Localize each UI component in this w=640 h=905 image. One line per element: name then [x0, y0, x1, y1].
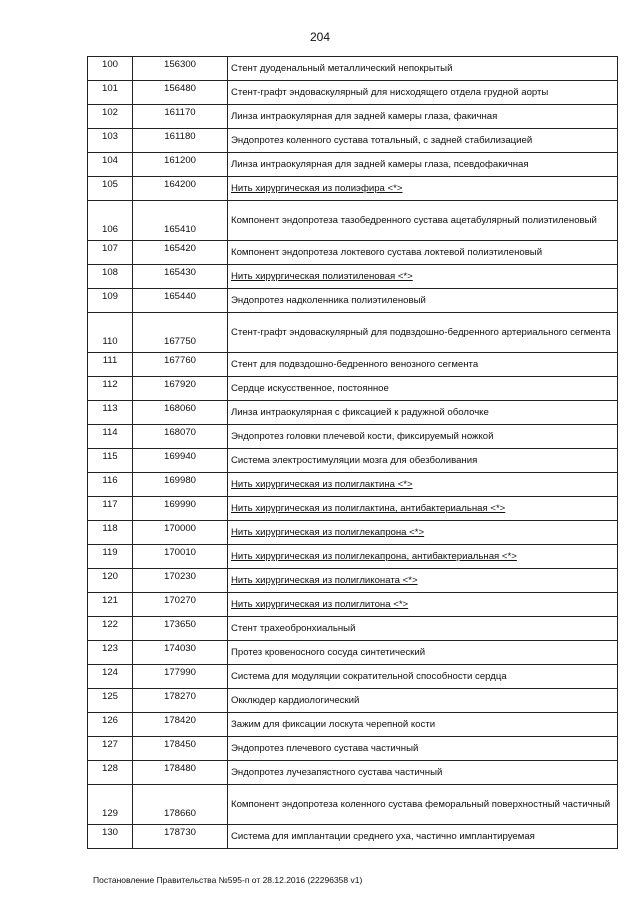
- table-row: [88, 449, 618, 473]
- row-number-cell: 126: [88, 713, 133, 737]
- item-name: Нить хирургическая из полиглактина, антибактериальная <*>: [231, 503, 506, 514]
- table-row: [88, 81, 618, 105]
- row-number-cell: 125: [88, 689, 133, 713]
- table-row: [88, 737, 618, 761]
- item-name: Компонент эндопротеза коленного сустава феморальный поверхностный частичный: [231, 799, 611, 810]
- table-row: [88, 713, 618, 737]
- code-cell: 168070: [133, 425, 228, 449]
- item-name-cell: [228, 521, 618, 545]
- item-name: Эндопротез головки плечевой кости, фиксируемый ножкой: [231, 431, 494, 442]
- table-row: [88, 761, 618, 785]
- row-number-cell: 114: [88, 425, 133, 449]
- item-name-cell: [228, 713, 618, 737]
- row-number-cell: 112: [88, 377, 133, 401]
- item-name-cell: [228, 617, 618, 641]
- row-number-cell: 110: [88, 313, 133, 353]
- table-row: [88, 497, 618, 521]
- item-name: Линза интраокулярная для задней камеры глаза, факичная: [231, 111, 498, 122]
- page-number: 204: [309, 30, 331, 44]
- code-cell: 168060: [133, 401, 228, 425]
- item-name: Эндопротез надколенника полиэтиленовый: [231, 295, 426, 306]
- registry-table-body: [88, 57, 618, 849]
- item-name: Зажим для фиксации лоскута черепной кости: [231, 719, 436, 730]
- item-name-cell: [228, 737, 618, 761]
- table-row: [88, 177, 618, 201]
- code-cell: 170010: [133, 545, 228, 569]
- row-number-cell: 118: [88, 521, 133, 545]
- item-name-cell: [228, 473, 618, 497]
- item-name-cell: [228, 425, 618, 449]
- code-cell: 156300: [133, 57, 228, 81]
- item-name-cell: [228, 497, 618, 521]
- item-name: Компонент эндопротеза локтевого сустава локтевой полиэтиленовый: [231, 247, 543, 258]
- item-name-cell: [228, 825, 618, 849]
- item-name-cell: [228, 265, 618, 289]
- row-number-cell: 122: [88, 617, 133, 641]
- table-row: [88, 265, 618, 289]
- item-name: Линза интраокулярная для задней камеры глаза, псевдофакичная: [231, 159, 529, 170]
- code-cell: 156480: [133, 81, 228, 105]
- row-number-cell: 100: [88, 57, 133, 81]
- table-row: [88, 569, 618, 593]
- code-cell: 165430: [133, 265, 228, 289]
- row-number-cell: 104: [88, 153, 133, 177]
- item-name-cell: [228, 177, 618, 201]
- table-row: [88, 665, 618, 689]
- item-name: Эндопротез лучезапястного сустава частичный: [231, 767, 443, 778]
- code-cell: 178730: [133, 825, 228, 849]
- table-row: [88, 521, 618, 545]
- item-name: Протез кровеносного сосуда синтетический: [231, 647, 426, 658]
- item-name-cell: [228, 401, 618, 425]
- item-name-cell: [228, 105, 618, 129]
- item-name-cell: [228, 313, 618, 353]
- code-cell: 170000: [133, 521, 228, 545]
- code-cell: 178450: [133, 737, 228, 761]
- item-name-cell: [228, 593, 618, 617]
- row-number-cell: 105: [88, 177, 133, 201]
- code-cell: 169980: [133, 473, 228, 497]
- item-name-cell: [228, 569, 618, 593]
- code-cell: 174030: [133, 641, 228, 665]
- row-number-cell: 130: [88, 825, 133, 849]
- row-number-cell: 108: [88, 265, 133, 289]
- code-cell: 178270: [133, 689, 228, 713]
- item-name-cell: [228, 353, 618, 377]
- page-footer: Постановление Правительства №595-п от 28.12.2016 (22296358 v1): [93, 875, 363, 885]
- row-number-cell: 120: [88, 569, 133, 593]
- item-name: Стент-графт эндоваскулярный для подвздошно-бедренного артериального сегмента: [231, 327, 611, 338]
- item-name: Стент для подвздошно-бедренного венозного сегмента: [231, 359, 479, 370]
- row-number-cell: 119: [88, 545, 133, 569]
- table-row: [88, 129, 618, 153]
- item-name: Эндопротез коленного сустава тотальный, с задней стабилизацией: [231, 135, 533, 146]
- row-number-cell: 115: [88, 449, 133, 473]
- item-name-cell: [228, 241, 618, 265]
- row-number-cell: 101: [88, 81, 133, 105]
- item-name: Нить хирургическая из полиэфира <*>: [231, 183, 403, 194]
- row-number-cell: 111: [88, 353, 133, 377]
- code-cell: 177990: [133, 665, 228, 689]
- item-name: Окклюдер кардиологический: [231, 695, 360, 706]
- code-cell: 161170: [133, 105, 228, 129]
- row-number-cell: 113: [88, 401, 133, 425]
- code-cell: 167760: [133, 353, 228, 377]
- item-name-cell: [228, 129, 618, 153]
- item-name-cell: [228, 665, 618, 689]
- item-name: Нить хирургическая из полигликоната <*>: [231, 575, 418, 586]
- code-cell: 169940: [133, 449, 228, 473]
- row-number-cell: 127: [88, 737, 133, 761]
- row-number-cell: 107: [88, 241, 133, 265]
- row-number-cell: 129: [88, 785, 133, 825]
- code-cell: 161180: [133, 129, 228, 153]
- code-cell: 170270: [133, 593, 228, 617]
- item-name: Нить хирургическая из полиглекапрона, антибактериальная <*>: [231, 551, 517, 562]
- table-row: [88, 377, 618, 401]
- code-cell: 170230: [133, 569, 228, 593]
- registry-table: [87, 56, 618, 849]
- item-name-cell: [228, 689, 618, 713]
- table-row: [88, 201, 618, 241]
- table-row: [88, 641, 618, 665]
- table-row: [88, 241, 618, 265]
- table-row: [88, 105, 618, 129]
- item-name-cell: [228, 449, 618, 473]
- item-name: Система электростимуляции мозга для обезболивания: [231, 455, 478, 466]
- code-cell: 178420: [133, 713, 228, 737]
- item-name: Нить хирургическая полиэтиленовая <*>: [231, 271, 413, 282]
- code-cell: 167920: [133, 377, 228, 401]
- item-name-cell: [228, 57, 618, 81]
- item-name: Компонент эндопротеза тазобедренного сустава ацетабулярный полиэтиленовый: [231, 215, 597, 226]
- code-cell: 173650: [133, 617, 228, 641]
- item-name-cell: [228, 81, 618, 105]
- item-name: Стент трахеобронхиальный: [231, 623, 356, 634]
- code-cell: 169990: [133, 497, 228, 521]
- table-row: [88, 313, 618, 353]
- row-number-cell: 116: [88, 473, 133, 497]
- item-name: Эндопротез плечевого сустава частичный: [231, 743, 419, 754]
- item-name-cell: [228, 641, 618, 665]
- code-cell: 165420: [133, 241, 228, 265]
- item-name: Линза интраокулярная с фиксацией к радужной оболочке: [231, 407, 489, 418]
- item-name: Сердце искусственное, постоянное: [231, 383, 389, 394]
- item-name-cell: [228, 545, 618, 569]
- code-cell: 167750: [133, 313, 228, 353]
- code-cell: 178660: [133, 785, 228, 825]
- row-number-cell: 123: [88, 641, 133, 665]
- item-name: Стент-графт эндоваскулярный для нисходящего отдела грудной аорты: [231, 87, 549, 98]
- row-number-cell: 117: [88, 497, 133, 521]
- code-cell: 161200: [133, 153, 228, 177]
- row-number-cell: 103: [88, 129, 133, 153]
- code-cell: 165440: [133, 289, 228, 313]
- item-name: Стент дуоденальный металлический непокрытый: [231, 63, 453, 74]
- item-name: Нить хирургическая из полиглактина <*>: [231, 479, 413, 490]
- code-cell: 165410: [133, 201, 228, 241]
- item-name-cell: [228, 289, 618, 313]
- table-row: [88, 289, 618, 313]
- item-name-cell: [228, 201, 618, 241]
- item-name: Система для имплантации среднего уха, частично имплантируемая: [231, 831, 535, 842]
- table-row: [88, 153, 618, 177]
- item-name-cell: [228, 153, 618, 177]
- row-number-cell: 109: [88, 289, 133, 313]
- item-name-cell: [228, 377, 618, 401]
- code-cell: 178480: [133, 761, 228, 785]
- table-row: [88, 425, 618, 449]
- table-row: [88, 689, 618, 713]
- table-row: [88, 593, 618, 617]
- row-number-cell: 128: [88, 761, 133, 785]
- row-number-cell: 124: [88, 665, 133, 689]
- table-row: [88, 353, 618, 377]
- row-number-cell: 106: [88, 201, 133, 241]
- table-row: [88, 473, 618, 497]
- table-row: [88, 825, 618, 849]
- code-cell: 164200: [133, 177, 228, 201]
- table-row: [88, 545, 618, 569]
- table-row: [88, 785, 618, 825]
- row-number-cell: 121: [88, 593, 133, 617]
- table-row: [88, 617, 618, 641]
- item-name-cell: [228, 761, 618, 785]
- item-name: Нить хирургическая из полиглекапрона <*>: [231, 527, 425, 538]
- table-row: [88, 401, 618, 425]
- table-row: [88, 57, 618, 81]
- item-name: Нить хирургическая из полиглитона <*>: [231, 599, 409, 610]
- item-name: Система для модуляции сократительной способности сердца: [231, 671, 507, 682]
- row-number-cell: 102: [88, 105, 133, 129]
- item-name-cell: [228, 785, 618, 825]
